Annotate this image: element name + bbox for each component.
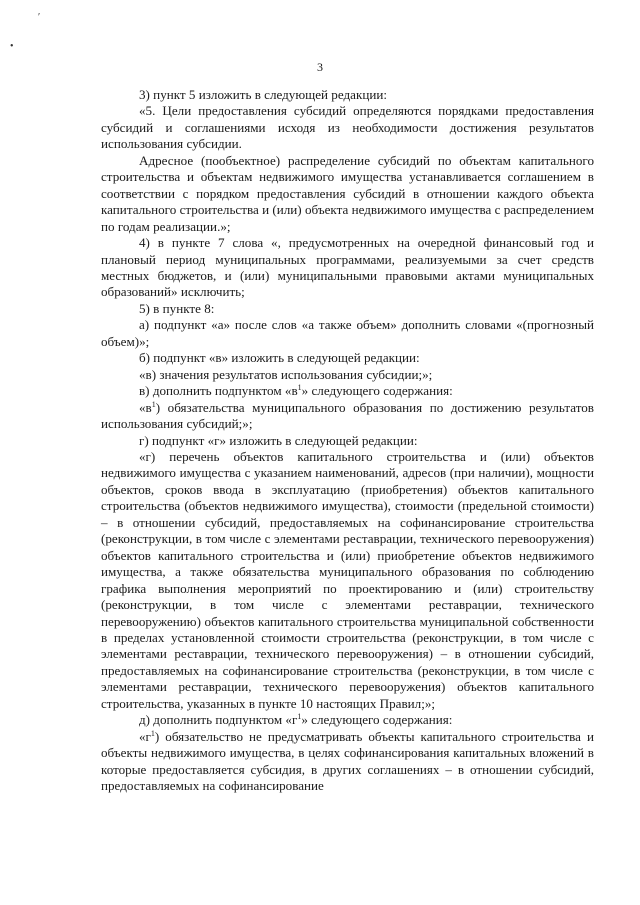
text-run: «в bbox=[139, 399, 152, 415]
text-run: ) обязательства муниципального образования по достижению результатов использования субсидий;»; bbox=[101, 399, 594, 432]
paragraph: «в) значения результатов использования субсидии;»; bbox=[139, 366, 433, 382]
paragraph bbox=[101, 712, 594, 728]
paragraph: г) подпункт «г» изложить в следующей редакции: bbox=[139, 432, 418, 448]
paragraph: 5) в пункте 8: bbox=[139, 300, 215, 316]
paragraph: Адресное (пообъектное) распределение субсидий по объектам капитального строительства и объектам недвижимого имущества устанавливается соглашением в соответствии с порядком предоставления субсидий в отношении каждого объекта капитального строительства и (или) объекта недвижимого имущества с распределением по годам реализации.»; bbox=[101, 152, 594, 234]
paragraph: б) подпункт «в» изложить в следующей редакции: bbox=[139, 350, 420, 366]
text-run: д) дополнить подпунктом «г bbox=[139, 712, 298, 728]
paragraph: 4) в пункте 7 слова «, предусмотренных на очередной финансовый год и плановый период муниципальных программами, реализуемыми за счет средств местных бюджетов, и (или) муниципальными правовыми актами муниципальных образований» исключить; bbox=[101, 235, 594, 300]
superscript: 1 bbox=[297, 383, 302, 393]
paragraph bbox=[101, 729, 594, 795]
page-number: 3 bbox=[317, 60, 323, 74]
text-run: «г bbox=[139, 728, 151, 744]
text-run: ) обязательство не предусматривать объекты капитального строительства и объекты недвижимого имущества, в целях софинансирования капитальных вложений в которые предоставляется субсидия, в других соглашениях – в отношении субсидий, предоставляемых на софинансирование bbox=[101, 728, 594, 794]
paragraph bbox=[101, 383, 594, 399]
scan-mark: ′ bbox=[38, 12, 41, 23]
text-run: в) дополнить подпунктом «в bbox=[139, 383, 298, 399]
superscript: 1 bbox=[151, 399, 156, 409]
text-run: » следующего содержания: bbox=[301, 383, 453, 399]
text-run: » следующего содержания: bbox=[301, 712, 453, 728]
scan-mark: • bbox=[10, 41, 14, 52]
paragraph: «г) перечень объектов капитального строительства и (или) объектов недвижимого имущества с указанием наименований, адресов (при наличии), мощности объектов, сроков ввода в эксплуатацию (приобретения) объектов капитального строительства (объектов недвижимого имущества), стоимости (предельной стоимости) – в отношении субсидий, предоставляемых на софинансирование строительства (реконструкции, в том числе с элементами реставрации, технического перевооружения) объектов капитального строительства и (или) приобретение объектов недвижимого имущества, а также обязательства муниципального образования по соблюдению графика выполнения мероприятий по проектированию и (или) строительству (реконструкции, в том числе с элементами реставрации, технического перевооружению) объектов капитального строительства муниципальной собственности в пределах установленной стоимости строительства (реконструкции, в том числе с элементами реставрации, технического перевооружения) – в отношении субсидий, предоставляемых на софинансирование строительства (реконструкции, в том числе с элементами реставрации, технического перевооружения) объектов капитального строительства, указанных в пункте 10 настоящих Правил;»; bbox=[101, 448, 594, 711]
paragraph bbox=[101, 400, 594, 433]
paragraph: «5. Цели предоставления субсидий определяются порядками предоставления субсидий и соглашениями исходя из необходимости достижения результатов использования субсидии. bbox=[101, 103, 594, 152]
superscript: 1 bbox=[150, 728, 155, 738]
paragraph: а) подпункт «а» после слов «а также объем» дополнить словами «(прогнозный объем)»; bbox=[101, 317, 594, 349]
superscript: 1 bbox=[297, 712, 302, 722]
document-body bbox=[101, 87, 594, 794]
paragraph: 3) пункт 5 изложить в следующей редакции: bbox=[139, 87, 387, 102]
